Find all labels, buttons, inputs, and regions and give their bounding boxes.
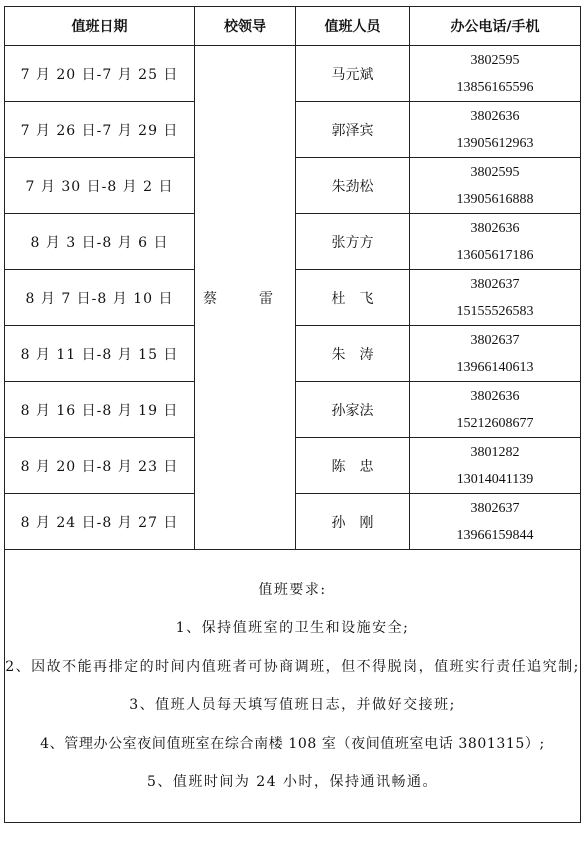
duty-staff: 朱劲松 [296,158,410,214]
mobile-phone: 13966159844 [456,527,534,543]
duty-date: 8 月 11 日-8 月 15 日 [5,326,195,382]
requirements-title: 值班要求: [258,581,327,598]
office-phone: 3802636 [470,388,520,404]
phone-cell [410,494,581,550]
duty-roster-table [4,6,581,823]
mobile-phone: 15155526583 [456,303,534,319]
office-phone: 3802595 [470,164,520,180]
office-phone: 3802595 [470,52,520,68]
phone-cell [410,102,581,158]
phone-cell [410,326,581,382]
phone-cell [410,158,581,214]
duty-date: 8 月 20 日-8 月 23 日 [5,438,195,494]
office-phone: 3802636 [470,220,520,236]
header-row [5,7,581,46]
phone-cell [410,438,581,494]
requirement-item: 1、保持值班室的卫生和设施安全; [175,620,410,636]
table-row [5,46,581,102]
header-duty-date: 值班日期 [5,7,195,46]
mobile-phone: 13856165596 [456,79,534,95]
duty-date: 7 月 26 日-7 月 29 日 [5,102,195,158]
duty-staff: 张方方 [296,214,410,270]
phone-cell [410,382,581,438]
requirement-item: 2、因故不能再排定的时间内值班者可协商调班，但不得脱岗，值班实行责任追究制; [5,658,580,675]
duty-date: 8 月 24 日-8 月 27 日 [5,494,195,550]
header-school-leader: 校领导 [195,7,296,46]
duty-staff: 郭泽宾 [296,102,410,158]
mobile-phone: 13605617186 [456,247,534,263]
phone-cell [410,214,581,270]
requirement-item: 5、值班时间为 24 小时，保持通讯畅通。 [146,774,439,790]
duty-staff: 孙 刚 [296,494,410,550]
office-phone: 3802637 [470,500,520,516]
office-phone: 3802637 [470,276,520,292]
duty-date: 8 月 7 日-8 月 10 日 [5,270,195,326]
duty-staff: 杜 飞 [296,270,410,326]
duty-staff: 陈 忠 [296,438,410,494]
mobile-phone: 13014041139 [456,471,534,487]
phone-cell [410,46,581,102]
requirement-item: 4、管理办公室夜间值班室在综合南楼 108 室（夜间值班室电话 3801315）; [40,735,545,752]
duty-staff: 孙家法 [296,382,410,438]
duty-date: 7 月 30 日-8 月 2 日 [5,158,195,214]
office-phone: 3802636 [470,108,520,124]
mobile-phone: 13905612963 [456,135,534,151]
mobile-phone: 15212608677 [456,415,534,431]
office-phone: 3802637 [470,332,520,348]
mobile-phone: 13905616888 [456,191,534,207]
mobile-phone: 13966140613 [456,359,534,375]
duty-date: 7 月 20 日-7 月 25 日 [5,46,195,102]
header-phone: 办公电话/手机 [410,7,581,46]
duty-date: 8 月 3 日-8 月 6 日 [5,214,195,270]
duty-staff: 马元斌 [296,46,410,102]
requirement-item: 3、值班人员每天填写值班日志，并做好交接班; [129,697,456,713]
notes-row [5,550,581,823]
school-leader: 蔡 雷 [195,46,296,550]
duty-requirements [5,550,581,823]
phone-cell [410,270,581,326]
duty-date: 8 月 16 日-8 月 19 日 [5,382,195,438]
header-duty-staff: 值班人员 [296,7,410,46]
duty-staff: 朱 涛 [296,326,410,382]
office-phone: 3801282 [470,444,520,460]
